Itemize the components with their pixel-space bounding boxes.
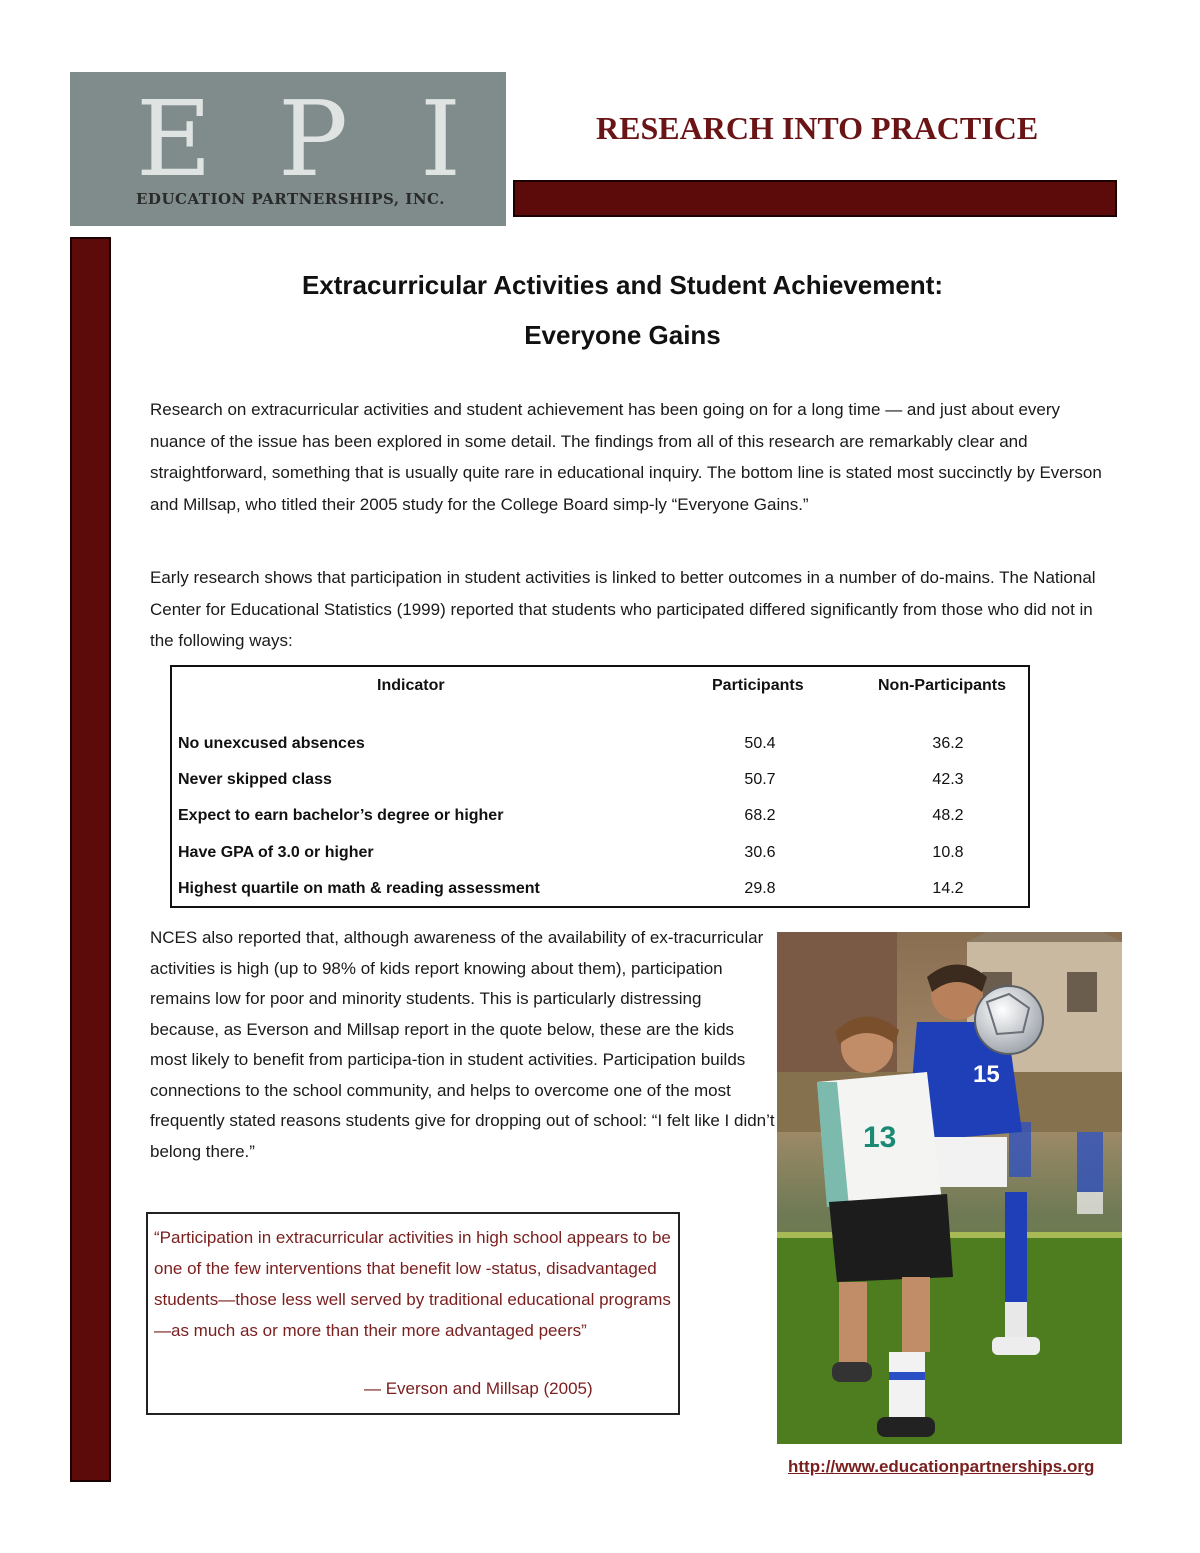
article-title-line1: Extracurricular Activities and Student Achievement: (301, 270, 944, 300)
table-cell-indicator: Never skipped class (178, 771, 332, 788)
article-title-line2: Everyone Gains (524, 320, 721, 350)
epi-logo (70, 72, 506, 226)
table-cell-indicator: No unexcused absences (178, 735, 365, 752)
white-jersey-number: 13 (863, 1121, 897, 1154)
header-accent-bar (513, 180, 1117, 217)
quote-attribution: — Everson and Millsap (2005) (364, 1379, 593, 1398)
table-cell-participants: 50.4 (744, 735, 776, 752)
logo-letter-e: E (136, 78, 212, 200)
logo-subtitle: EDUCATION PARTNERSHIPS, INC. (136, 190, 445, 208)
article-title (150, 260, 1095, 360)
table-cell-participants: 30.6 (744, 844, 776, 861)
logo-letter-p: P (278, 78, 348, 200)
table-cell-non-participants: 42.3 (932, 771, 964, 788)
table-cell-non-participants: 36.2 (932, 735, 964, 752)
section-title: RESEARCH INTO PRACTICE (596, 110, 1039, 146)
blue-jersey-number: 15 (973, 1061, 1000, 1088)
table-header-indicator: Indicator (377, 677, 445, 694)
table-cell-indicator: Expect to earn bachelor’s degree or higher (178, 807, 504, 824)
quote-text: “Participation in extracurricular activities in high school appears to be one of the few interventions that benefit low -status, disadvantaged students—those less well served by traditional educational programs—as much as or more than their more advantaged peers” (154, 1228, 671, 1340)
table-cell-non-participants: 10.8 (932, 844, 964, 861)
website-link[interactable]: http://www.educationpartnerships.org (788, 1457, 1095, 1476)
table-cell-non-participants: 48.2 (932, 807, 964, 824)
soccer-photo-illustration (777, 932, 1122, 1444)
soccer-photo (777, 932, 1122, 1444)
participation-table (170, 665, 1030, 908)
table-cell-participants: 68.2 (744, 807, 776, 824)
logo-letter-i: I (420, 78, 462, 200)
side-accent-bar (70, 237, 111, 1482)
paragraph-early-research: Early research shows that participation in student activities is linked to better outcomes in a number of do-mains. The National Center for Educational Statistics (1999) reported that students who participated differed significantly from those who did not in the following ways: (150, 568, 1096, 650)
table-cell-participants: 29.8 (744, 880, 776, 897)
pull-quote (146, 1212, 680, 1415)
paragraph-nces: NCES also reported that, although awareness of the availability of ex-tracurricular activities is high (up to 98% of kids report knowing about them), participation remains low for poor and minority students. This is particularly distressing because, as Everson and Millsap report in the quote below, these are the kids most likely to benefit from participa-tion in student activities. Participation builds connections to the school community, and helps to overcome one of the most frequently stated reasons students give for dropping out of school: “I felt like I didn’t belong there.” (150, 928, 775, 1161)
paragraph-intro: Research on extracurricular activities and student achievement has been going on for a long time — and just about every nuance of the issue has been explored in some detail. The findings from all of this research are remarkably clear and straightforward, something that is usually quite rare in educational inquiry. The bottom line is stated most succinctly by Everson and Millsap, who titled their 2005 study for the College Board simp-ly “Everyone Gains.” (150, 400, 1102, 514)
table-header-participants: Participants (712, 677, 804, 694)
table-cell-participants: 50.7 (744, 771, 776, 788)
table-header-non-participants: Non-Participants (878, 677, 1007, 694)
table-cell-indicator: Highest quartile on math & reading assessment (178, 880, 540, 897)
table-cell-non-participants: 14.2 (932, 880, 964, 897)
table-cell-indicator: Have GPA of 3.0 or higher (178, 844, 374, 861)
